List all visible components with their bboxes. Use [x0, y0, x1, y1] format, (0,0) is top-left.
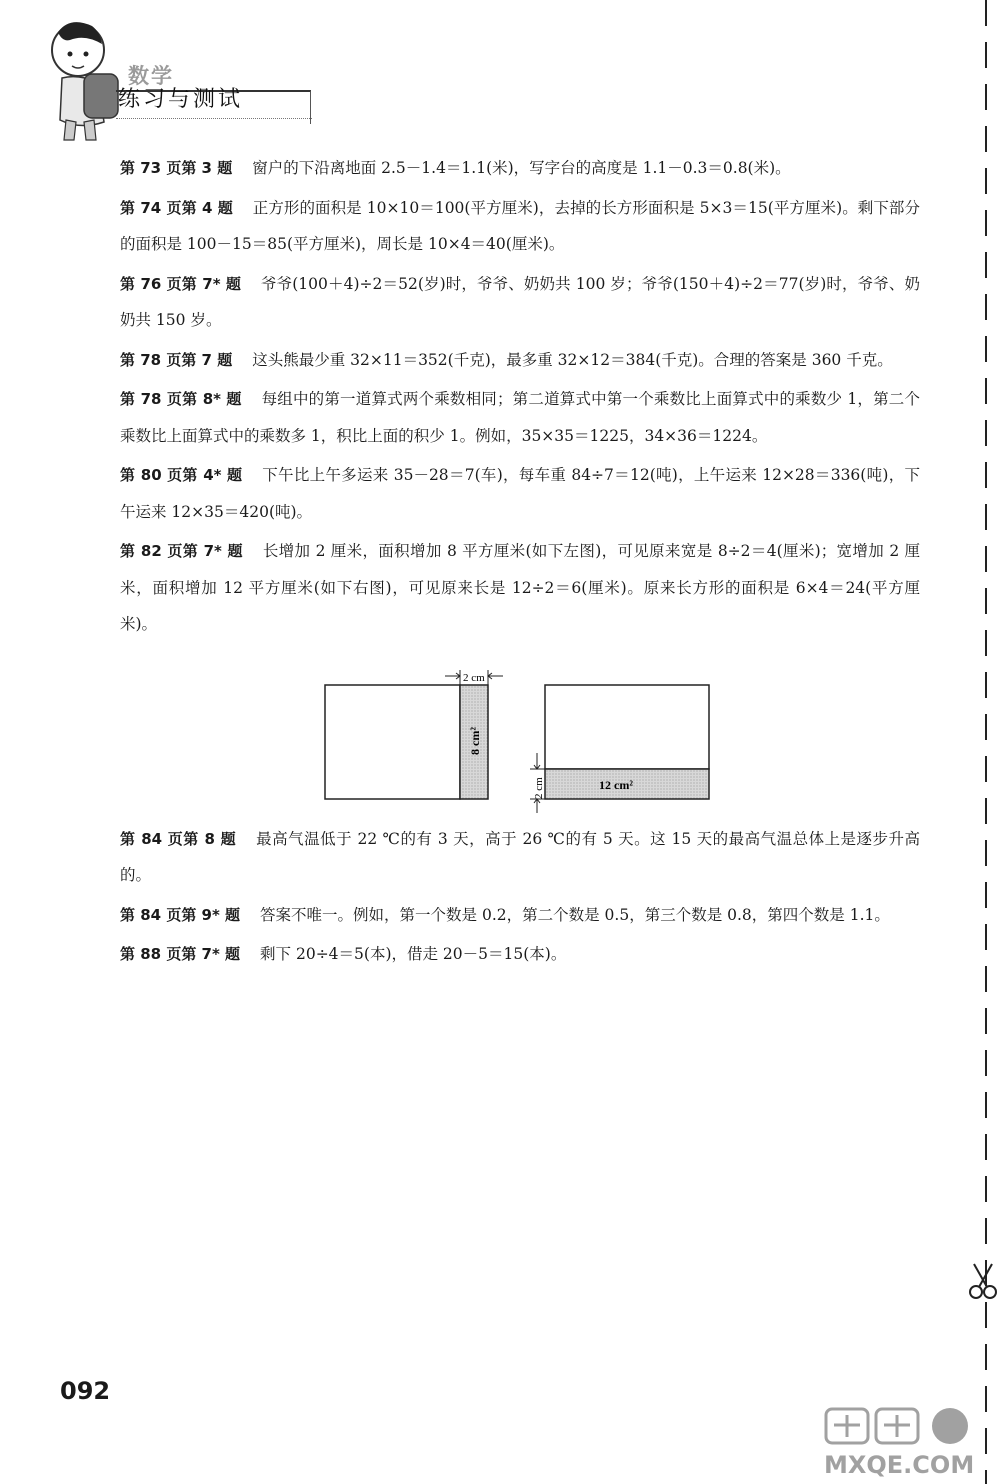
scissors-icon	[966, 1262, 1000, 1302]
question-label: 第 80 页第 4* 题	[120, 466, 243, 484]
question-label: 第 74 页第 4 题	[120, 198, 233, 217]
answer-text: 这头熊最少重 32×11＝352(千克)，最多重 32×12＝384(千克)。合理的答案是 360 千克。	[252, 350, 893, 369]
answer-text: 每组中的第一道算式两个乘数相同；第二道算式中第一个乘数比上面算式中的乘数少 1，第二个乘数比上面算式中的乘数多 1，积比上面的积少 1。例如，35×35＝1225，34×36＝1224。	[120, 390, 920, 445]
answer-item	[120, 897, 920, 934]
answer-item	[120, 381, 920, 454]
watermark-logo	[820, 1405, 990, 1479]
right-figure	[530, 685, 709, 813]
question-label: 第 73 页第 3 题	[120, 159, 233, 177]
left-figure	[325, 670, 503, 799]
rectangle-figures	[120, 647, 920, 817]
answer-text: 窗户的下沿离地面 2.5－1.4＝1.1(米)，写字台的高度是 1.1－0.3＝0.8(米)。	[252, 159, 791, 177]
subject-label: 数学	[128, 64, 174, 88]
question-label: 第 84 页第 9* 题	[120, 905, 241, 924]
question-label: 第 82 页第 7* 题	[120, 542, 243, 560]
answer-text: 正方形的面积是 10×10＝100(平方厘米)，去掉的长方形面积是 5×3＝15(平方厘米)。剩下部分的面积是 100－15＝85(平方厘米)，周长是 10×4＝40(厘米)。	[120, 198, 920, 253]
question-label: 第 88 页第 7* 题	[120, 945, 241, 963]
answer-text: 爷爷(100＋4)÷2＝52(岁)时，爷爷、奶奶共 100 岁；爷爷(150＋4)÷2＝77(岁)时，爷爷、奶奶共 150 岁。	[120, 274, 921, 329]
book-title: 练习与测试	[118, 87, 244, 112]
page-header	[40, 12, 330, 152]
answer-item	[120, 266, 920, 339]
answer-text: 最高气温低于 22 ℃的有 3 天，高于 26 ℃的有 5 天。这 15 天的最高气温总体上是逐步升高的。	[120, 829, 921, 884]
question-label: 第 78 页第 8* 题	[120, 390, 242, 408]
answer-item	[120, 821, 920, 894]
answer-item	[120, 533, 920, 643]
left-area-label: 8 cm²	[468, 726, 482, 755]
left-width-label: 2 cm	[463, 671, 485, 684]
answer-content	[120, 150, 920, 976]
question-label: 第 84 页第 8 题	[120, 829, 237, 848]
watermark-text: MXQE.COM	[824, 1451, 975, 1479]
answer-text: 答案不唯一。例如，第一个数是 0.2，第二个数是 0.5，第三个数是 0.8，第四个数是 1.1。	[260, 905, 890, 924]
figures-svg	[315, 647, 715, 817]
right-original-rect	[545, 685, 709, 769]
right-height-label: 2 cm	[533, 776, 545, 799]
answer-item	[120, 936, 920, 973]
answer-text: 长增加 2 厘米，面积增加 8 平方厘米(如下左图)，可见原来宽是 8÷2＝4(厘米)；宽增加 2 厘米，面积增加 12 平方厘米(如下右图)，可见原来长是 12÷2＝6(厘米)。原来长方形的面积是 6×4＝24(平方厘米)。	[120, 542, 920, 633]
left-original-rect	[325, 685, 460, 799]
answer-text: 剩下 20÷4＝5(本)，借走 20－5＝15(本)。	[260, 945, 567, 963]
answer-item	[120, 457, 920, 530]
question-label: 第 78 页第 7 题	[120, 350, 233, 369]
title-underline	[116, 118, 312, 119]
answer-item	[120, 150, 920, 187]
page-number: 092	[60, 1377, 111, 1405]
right-area-label: 12 cm²	[599, 777, 633, 792]
question-label: 第 76 页第 7* 题	[120, 274, 241, 293]
answer-text: 下午比上午多运来 35－28＝7(车)，每车重 84÷7＝12(吨)，上午运来 12×28＝336(吨)，下午运来 12×35＝420(吨)。	[120, 466, 921, 521]
answer-item	[120, 190, 920, 263]
answer-item	[120, 342, 920, 379]
